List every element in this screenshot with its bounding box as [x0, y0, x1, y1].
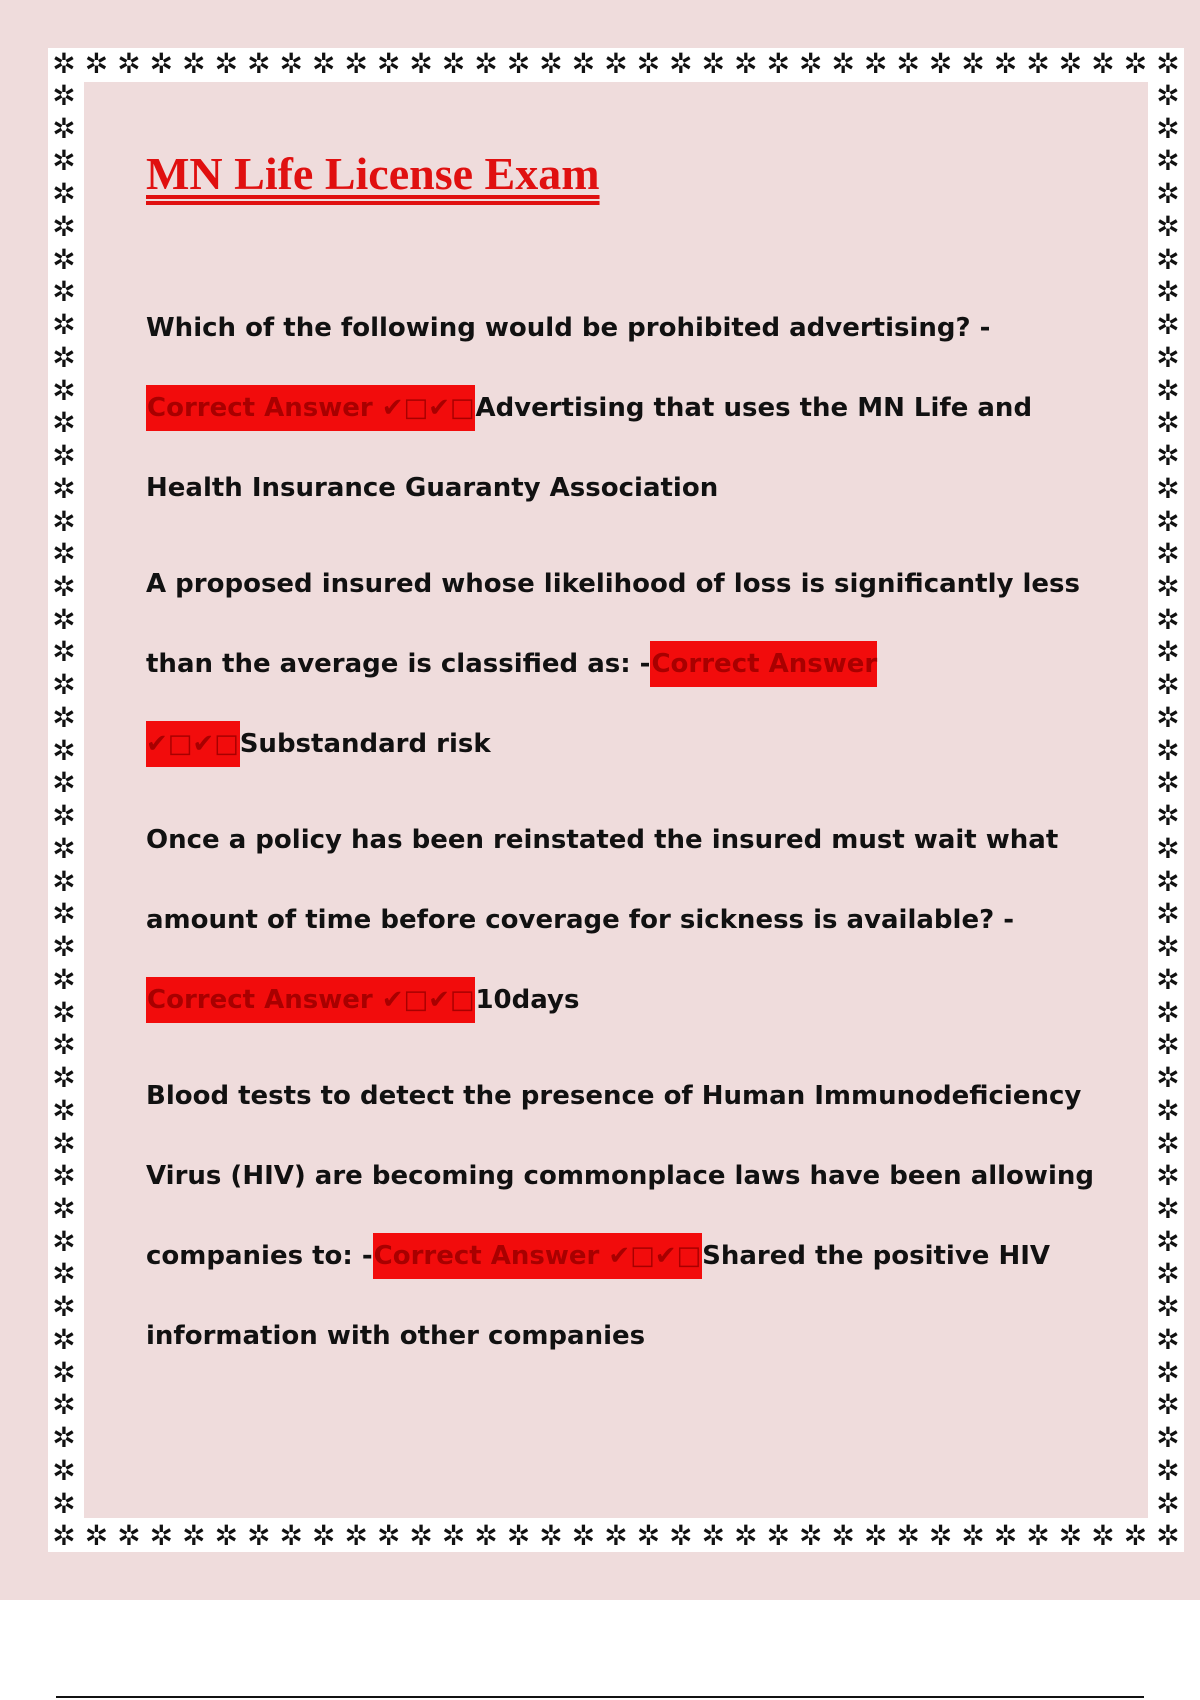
star-ornament-icon: ✲: [1156, 995, 1180, 1029]
star-ornament-icon: ✲: [928, 1520, 953, 1552]
star-ornament-icon: ✲: [52, 1191, 76, 1225]
star-ornament-icon: ✲: [766, 1520, 791, 1552]
star-ornament-icon: ✲: [1058, 48, 1083, 80]
star-ornament-icon: ✲: [1156, 48, 1180, 80]
star-ornament-icon: ✲: [52, 766, 76, 800]
star-ornament-icon: ✲: [52, 373, 76, 407]
star-ornament-icon: ✲: [539, 48, 563, 80]
star-ornament-icon: ✲: [52, 668, 76, 702]
star-ornament-icon: ✲: [441, 48, 466, 80]
star-ornament-icon: ✲: [1156, 635, 1180, 669]
star-ornament-icon: ✲: [506, 1520, 531, 1552]
star-ornament-icon: ✲: [1058, 1520, 1083, 1552]
star-ornament-icon: ✲: [669, 48, 693, 80]
star-ornament-icon: ✲: [52, 1421, 76, 1455]
border-top-row: [48, 48, 1184, 80]
border-right-column: [1152, 80, 1184, 1520]
star-ornament-icon: ✲: [52, 406, 76, 440]
star-ornament-icon: ✲: [52, 242, 76, 276]
star-ornament-icon: ✲: [1156, 80, 1180, 112]
star-ornament-icon: ✲: [376, 1520, 401, 1552]
star-ornament-icon: ✲: [214, 1520, 239, 1552]
star-ornament-icon: ✲: [52, 275, 76, 309]
star-ornament-icon: ✲: [669, 1520, 693, 1552]
correct-answer-highlight: Correct Answer ✔□✔□: [146, 977, 475, 1023]
star-ornament-icon: ✲: [1156, 439, 1180, 473]
star-ornament-icon: ✲: [636, 1520, 661, 1552]
star-ornament-icon: ✲: [52, 177, 76, 211]
star-ornament-icon: ✲: [993, 1520, 1018, 1552]
star-ornament-icon: ✲: [247, 48, 271, 80]
star-ornament-icon: ✲: [149, 1520, 174, 1552]
star-ornament-icon: ✲: [52, 1224, 76, 1258]
star-ornament-icon: ✲: [993, 48, 1018, 80]
star-ornament-icon: ✲: [182, 48, 206, 80]
star-ornament-icon: ✲: [52, 504, 76, 538]
star-ornament-icon: ✲: [1156, 897, 1180, 931]
star-ornament-icon: ✲: [1156, 340, 1180, 374]
star-ornament-icon: ✲: [1156, 1257, 1180, 1291]
star-ornament-icon: ✲: [1156, 275, 1180, 309]
star-ornament-icon: ✲: [1156, 1191, 1180, 1225]
star-ornament-icon: ✲: [279, 48, 304, 80]
border-bottom-row: [48, 1520, 1184, 1552]
star-ornament-icon: ✲: [312, 48, 336, 80]
star-ornament-icon: ✲: [52, 570, 76, 604]
star-ornament-icon: ✲: [961, 1520, 985, 1552]
star-ornament-icon: ✲: [1156, 733, 1180, 767]
border-left-column: [48, 80, 80, 1520]
star-ornament-icon: ✲: [1156, 831, 1180, 865]
star-ornament-icon: ✲: [52, 1520, 76, 1552]
star-ornament-icon: ✲: [52, 1093, 76, 1127]
star-ornament-icon: ✲: [961, 48, 985, 80]
star-ornament-icon: ✲: [1026, 48, 1050, 80]
star-ornament-icon: ✲: [409, 48, 433, 80]
page-title: MN Life License Exam: [146, 148, 600, 199]
star-ornament-icon: ✲: [52, 1322, 76, 1356]
star-ornament-icon: ✲: [52, 439, 76, 473]
star-ornament-icon: ✲: [1123, 1520, 1148, 1552]
qa-item: [146, 288, 1096, 528]
star-ornament-icon: ✲: [734, 48, 758, 80]
star-ornament-icon: ✲: [1156, 537, 1180, 571]
answer-text: Shared the positive HIV information with other companies: [146, 1241, 1051, 1351]
star-ornament-icon: ✲: [52, 340, 76, 374]
correct-answer-highlight: Correct Answer ✔□✔□: [146, 385, 475, 431]
star-ornament-icon: ✲: [52, 602, 76, 636]
qa-item: [146, 800, 1096, 1040]
star-ornament-icon: ✲: [506, 48, 531, 80]
star-ornament-icon: ✲: [1156, 144, 1180, 178]
answer-text: Substandard risk: [239, 729, 491, 759]
question-text: Once a policy has been reinstated the insured must wait what amount of time before coverage for sickness is available? -: [146, 825, 1059, 935]
star-ornament-icon: ✲: [1091, 48, 1115, 80]
star-ornament-icon: ✲: [636, 48, 661, 80]
star-ornament-icon: ✲: [1156, 570, 1180, 604]
star-ornament-icon: ✲: [52, 1290, 76, 1324]
star-ornament-icon: ✲: [1123, 48, 1148, 80]
star-ornament-icon: ✲: [52, 1486, 76, 1520]
star-ornament-icon: ✲: [1156, 373, 1180, 407]
star-ornament-icon: ✲: [279, 1520, 304, 1552]
star-ornament-icon: ✲: [52, 144, 76, 178]
star-ornament-icon: ✲: [1156, 406, 1180, 440]
star-ornament-icon: ✲: [52, 831, 76, 865]
star-ornament-icon: ✲: [84, 1520, 109, 1552]
star-ornament-icon: ✲: [1156, 1520, 1180, 1552]
star-ornament-icon: ✲: [409, 1520, 433, 1552]
star-ornament-icon: ✲: [734, 1520, 758, 1552]
star-ornament-icon: ✲: [1156, 700, 1180, 734]
star-ornament-icon: ✲: [896, 1520, 920, 1552]
star-ornament-icon: ✲: [799, 48, 823, 80]
star-ornament-icon: ✲: [182, 1520, 206, 1552]
star-ornament-icon: ✲: [474, 1520, 498, 1552]
star-ornament-icon: ✲: [52, 48, 76, 80]
qa-list: [146, 288, 1096, 1392]
star-ornament-icon: ✲: [117, 1520, 141, 1552]
star-ornament-icon: ✲: [1156, 1355, 1180, 1389]
star-ornament-icon: ✲: [52, 897, 76, 931]
star-ornament-icon: ✲: [52, 1028, 76, 1062]
star-ornament-icon: ✲: [1156, 1061, 1180, 1095]
star-ornament-icon: ✲: [701, 1520, 726, 1552]
star-ornament-icon: ✲: [1156, 1421, 1180, 1455]
qa-item: [146, 1056, 1096, 1376]
star-ornament-icon: ✲: [1156, 308, 1180, 342]
star-ornament-icon: ✲: [1156, 1290, 1180, 1324]
star-ornament-icon: ✲: [149, 48, 174, 80]
star-ornament-icon: ✲: [52, 1355, 76, 1389]
star-ornament-icon: ✲: [52, 864, 76, 898]
star-ornament-icon: ✲: [52, 111, 76, 145]
star-ornament-icon: ✲: [52, 209, 76, 243]
question-text: A proposed insured whose likelihood of loss is significantly less than the average is classified as: -: [146, 569, 1081, 679]
star-ornament-icon: ✲: [1156, 602, 1180, 636]
star-ornament-icon: ✲: [1091, 1520, 1115, 1552]
star-ornament-icon: ✲: [52, 1126, 76, 1160]
star-ornament-icon: ✲: [312, 1520, 336, 1552]
star-ornament-icon: ✲: [1156, 1159, 1180, 1193]
star-ornament-icon: ✲: [1156, 962, 1180, 996]
star-ornament-icon: ✲: [1156, 242, 1180, 276]
star-ornament-icon: ✲: [571, 1520, 596, 1552]
star-ornament-icon: ✲: [1156, 1224, 1180, 1258]
star-ornament-icon: ✲: [52, 1453, 76, 1487]
star-ornament-icon: ✲: [52, 1388, 76, 1422]
star-ornament-icon: ✲: [1156, 177, 1180, 211]
star-ornament-icon: ✲: [214, 48, 239, 80]
star-ornament-icon: ✲: [441, 1520, 466, 1552]
answer-text: 10days: [475, 985, 580, 1015]
star-ornament-icon: ✲: [52, 1159, 76, 1193]
star-ornament-icon: ✲: [52, 930, 76, 964]
star-ornament-icon: ✲: [52, 962, 76, 996]
star-ornament-icon: ✲: [1156, 1486, 1180, 1520]
star-ornament-icon: ✲: [928, 48, 953, 80]
star-ornament-icon: ✲: [474, 48, 498, 80]
star-ornament-icon: ✲: [863, 48, 888, 80]
star-ornament-icon: ✲: [52, 995, 76, 1029]
star-ornament-icon: ✲: [1156, 766, 1180, 800]
star-ornament-icon: ✲: [247, 1520, 271, 1552]
star-ornament-icon: ✲: [376, 48, 401, 80]
correct-answer-highlight: Correct Answer ✔□✔□: [373, 1233, 702, 1279]
question-text: Blood tests to detect the presence of Human Immunodeficiency Virus (HIV) are becoming commonplace laws have been allowing companies to: -: [146, 1081, 1094, 1271]
star-ornament-icon: ✲: [1156, 1388, 1180, 1422]
correct-answer-highlight: Correct Answer ✔□✔□: [146, 641, 877, 767]
star-ornament-icon: ✲: [52, 635, 76, 669]
star-ornament-icon: ✲: [896, 48, 920, 80]
star-ornament-icon: ✲: [1156, 1322, 1180, 1356]
star-ornament-icon: ✲: [52, 700, 76, 734]
star-ornament-icon: ✲: [1156, 1028, 1180, 1062]
star-ornament-icon: ✲: [1156, 471, 1180, 505]
star-ornament-icon: ✲: [52, 80, 76, 112]
star-ornament-icon: ✲: [52, 1061, 76, 1095]
star-ornament-icon: ✲: [52, 799, 76, 833]
star-ornament-icon: ✲: [1026, 1520, 1050, 1552]
star-ornament-icon: ✲: [1156, 930, 1180, 964]
star-ornament-icon: ✲: [701, 48, 726, 80]
star-ornament-icon: ✲: [1156, 864, 1180, 898]
star-ornament-icon: ✲: [1156, 1453, 1180, 1487]
star-ornament-icon: ✲: [604, 48, 628, 80]
star-ornament-icon: ✲: [604, 1520, 628, 1552]
star-ornament-icon: ✲: [539, 1520, 563, 1552]
question-text: Which of the following would be prohibited advertising? -: [146, 313, 991, 343]
star-ornament-icon: ✲: [52, 471, 76, 505]
star-ornament-icon: ✲: [1156, 209, 1180, 243]
star-ornament-icon: ✲: [863, 1520, 888, 1552]
star-ornament-icon: ✲: [831, 48, 855, 80]
star-ornament-icon: ✲: [1156, 504, 1180, 538]
star-ornament-icon: ✲: [344, 1520, 368, 1552]
star-ornament-icon: ✲: [1156, 799, 1180, 833]
star-ornament-icon: ✲: [831, 1520, 855, 1552]
qa-item: [146, 544, 1096, 784]
star-ornament-icon: ✲: [766, 48, 791, 80]
page-divider-line: [56, 1696, 1144, 1698]
star-ornament-icon: ✲: [52, 1257, 76, 1291]
star-ornament-icon: ✲: [1156, 1093, 1180, 1127]
star-ornament-icon: ✲: [1156, 1126, 1180, 1160]
star-ornament-icon: ✲: [52, 308, 76, 342]
star-ornament-icon: ✲: [571, 48, 596, 80]
star-ornament-icon: ✲: [52, 733, 76, 767]
star-ornament-icon: ✲: [84, 48, 109, 80]
star-ornament-icon: ✲: [344, 48, 368, 80]
answer-text: Advertising that uses the MN Life and Health Insurance Guaranty Association: [146, 393, 1033, 503]
star-ornament-icon: ✲: [1156, 111, 1180, 145]
star-ornament-icon: ✲: [52, 537, 76, 571]
star-ornament-icon: ✲: [117, 48, 141, 80]
star-ornament-icon: ✲: [799, 1520, 823, 1552]
star-ornament-icon: ✲: [1156, 668, 1180, 702]
